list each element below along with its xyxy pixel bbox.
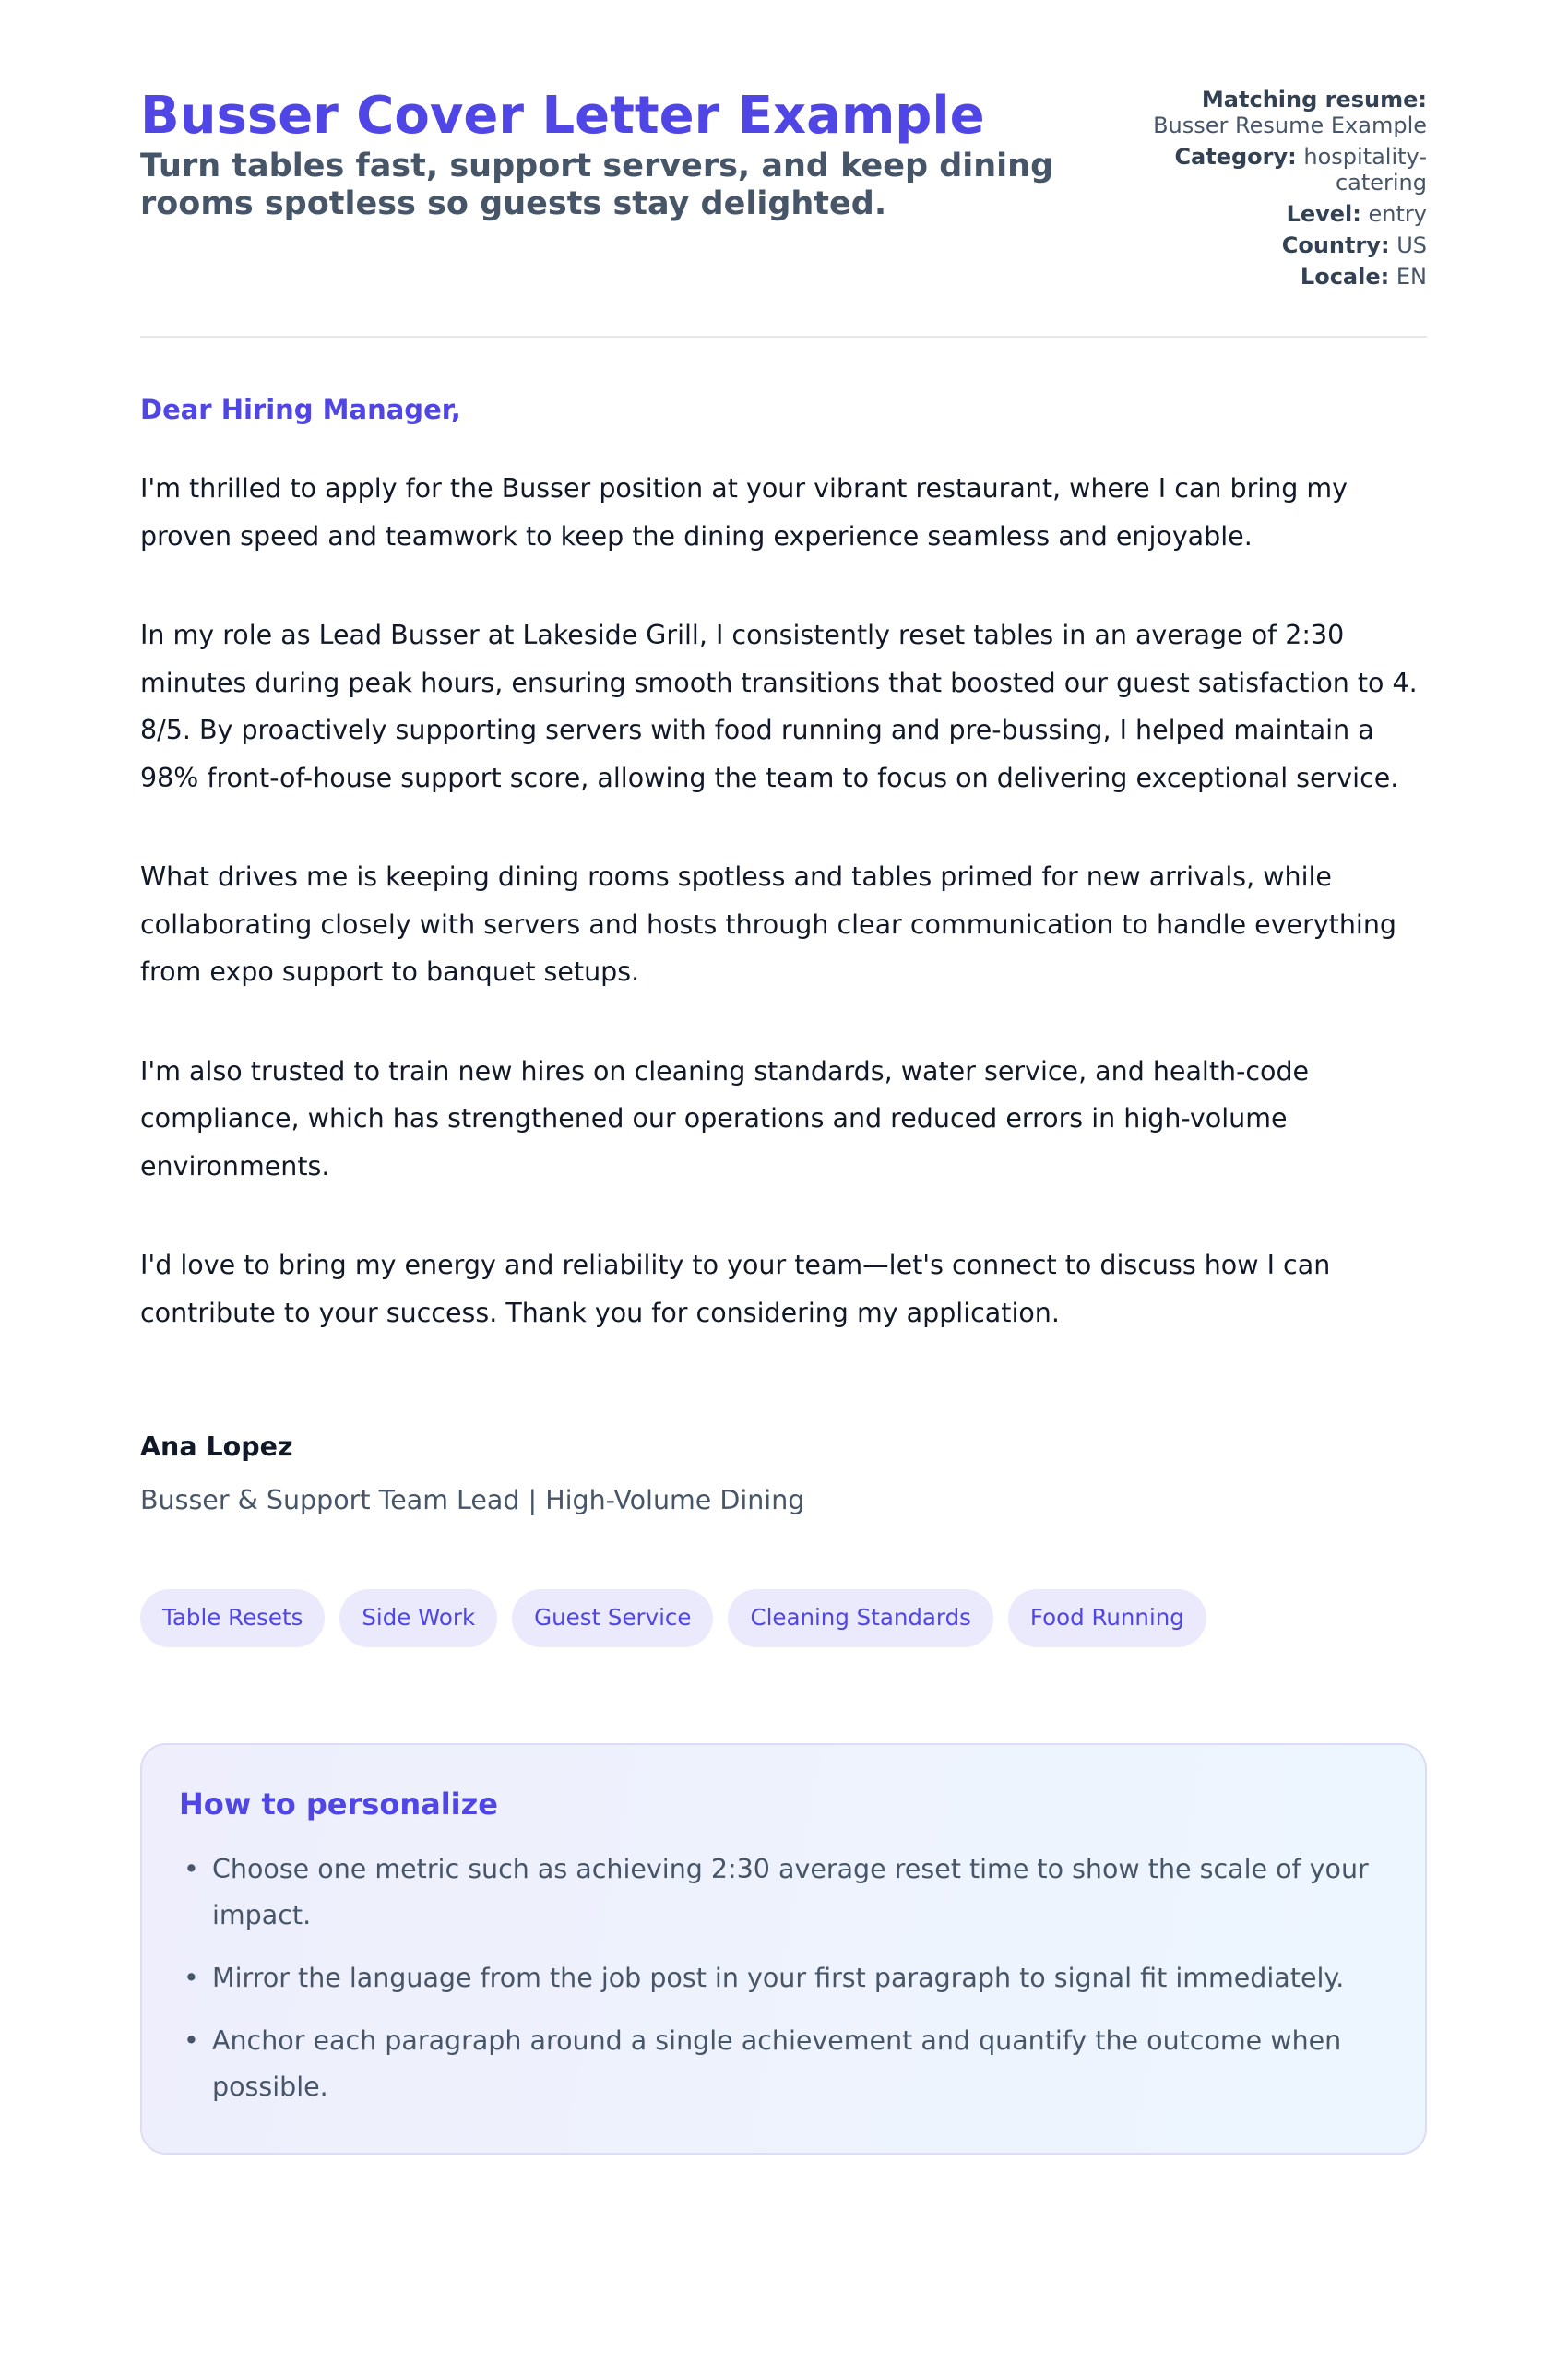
tag-guest-service[interactable]: Guest Service <box>512 1589 713 1647</box>
matching-resume-link[interactable]: Busser Resume Example <box>1153 113 1427 138</box>
tip-text: Choose one metric such as achieving 2:30 average reset time to show the scale of your impact. <box>212 1854 1369 1930</box>
meta-country <box>1123 232 1427 258</box>
meta-label: Country: <box>1281 232 1390 258</box>
meta-label: Matching resume: <box>1201 87 1427 113</box>
meta-value: hospitality-catering <box>1303 144 1427 196</box>
signature-block <box>140 1429 1427 1519</box>
meta-label: Level: <box>1286 201 1361 227</box>
meta-label: Category: <box>1174 144 1297 170</box>
page-title: Busser Cover Letter Example <box>140 86 985 146</box>
tips-title: How to personalize <box>179 1787 498 1822</box>
bullet-icon: • <box>184 1963 199 1993</box>
meta-value: EN <box>1396 264 1427 290</box>
tips-list <box>179 1846 1388 2110</box>
tip-text: Anchor each paragraph around a single achievement and quantify the outcome when possible. <box>212 2025 1342 2102</box>
tip-item <box>184 1846 1388 1939</box>
meta-value: entry <box>1368 201 1427 227</box>
tag-table-resets[interactable]: Table Resets <box>140 1589 325 1647</box>
letter-paragraph: I'm also trusted to train new hires on cleaning standards, water service, and health-code compliance, which has strengthened our operations and reduced errors in high-volume environments. <box>140 1055 1310 1182</box>
meta-label: Locale: <box>1300 264 1390 290</box>
tag-food-running[interactable]: Food Running <box>1008 1589 1206 1647</box>
letter-paragraph: What drives me is keeping dining rooms spotless and tables primed for new arrivals, while collaborating closely with servers and hosts through clear communication to handle everything from expo support to banquet setups. <box>140 861 1396 987</box>
tip-item <box>184 2018 1388 2110</box>
signature-title: Busser & Support Team Lead | High-Volume Dining <box>140 1485 805 1515</box>
letter-paragraph: I'd love to bring my energy and reliability to your team—let's connect to discuss how I can contribute to your success. Thank you for considering my application. <box>140 1250 1331 1328</box>
skill-tags <box>140 1589 1427 1647</box>
personalize-tips-box <box>140 1743 1427 2155</box>
signature-name: Ana Lopez <box>140 1431 293 1462</box>
meta-locale <box>1123 264 1427 290</box>
letter-body <box>140 391 1427 1519</box>
page-header <box>140 85 1427 338</box>
meta-level <box>1123 201 1427 227</box>
meta-info <box>1123 85 1427 295</box>
tag-side-work[interactable]: Side Work <box>339 1589 497 1647</box>
meta-category <box>1123 144 1427 196</box>
title-block <box>140 85 1118 223</box>
page-subtitle: Turn tables fast, support servers, and keep dining rooms spotless so guests stay delighted. <box>140 148 1054 222</box>
letter-greeting: Dear Hiring Manager, <box>140 394 461 425</box>
tip-text: Mirror the language from the job post in your first paragraph to signal fit immediately. <box>212 1963 1345 1993</box>
meta-matching-resume <box>1123 87 1427 138</box>
meta-value: US <box>1396 232 1427 258</box>
bullet-icon: • <box>184 2025 199 2056</box>
tip-item <box>184 1955 1388 2001</box>
letter-paragraph: In my role as Lead Busser at Lakeside Grill, I consistently reset tables in an average of 2:30 minutes during peak hours, ensuring smooth transitions that boosted our guest satisfaction to 4. 8/5. By proactively supporting servers with food running and pre-bussing, I helped maintain a 98% front-of-house support score, allowing the team to focus on delivering exceptional service. <box>140 620 1418 793</box>
letter-paragraph: I'm thrilled to apply for the Busser position at your vibrant restaurant, where I can bring my proven speed and teamwork to keep the dining experience seamless and enjoyable. <box>140 473 1348 552</box>
tag-cleaning-standards[interactable]: Cleaning Standards <box>728 1589 992 1647</box>
bullet-icon: • <box>184 1854 199 1884</box>
